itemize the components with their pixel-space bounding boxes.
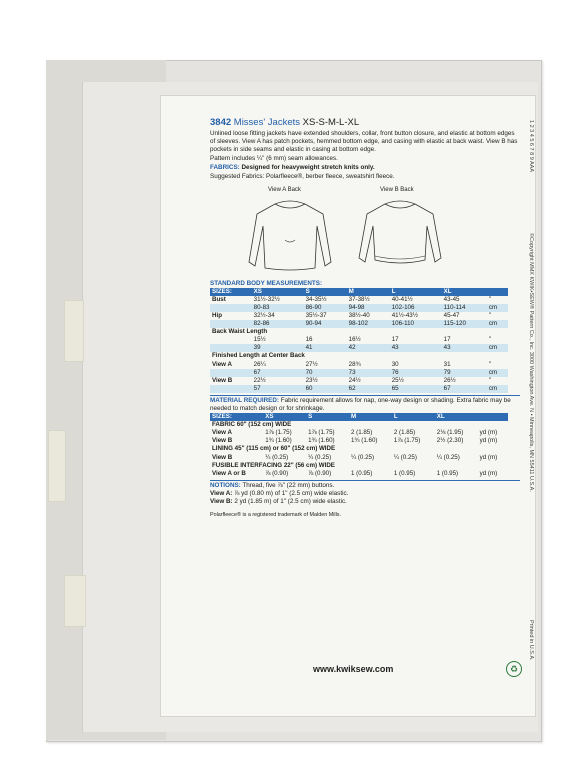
table-row: [210, 296, 508, 304]
table-cell: Bust: [212, 295, 226, 303]
table-cell: Finished Length at Center Back: [212, 352, 305, 360]
table-cell: 1 (0.95): [436, 469, 459, 477]
seam-note: Pattern includes ¼" (6 mm) seam allowances.: [210, 155, 338, 163]
table-cell: 31: [443, 360, 451, 368]
notions: [210, 480, 520, 490]
table-cell: [478, 413, 508, 421]
view-b-drawing: [355, 196, 445, 276]
table-cell: 17: [443, 336, 451, 344]
table-cell: 115-120: [442, 320, 487, 328]
table-cell: 73: [347, 369, 390, 377]
table-cell: ": [488, 295, 492, 303]
table-cell: FABRIC 60" (152 cm) WIDE: [212, 421, 292, 429]
table-cell: ¼ (0.25): [265, 453, 289, 461]
table-cell: ": [488, 360, 492, 368]
table-row: [210, 336, 508, 344]
notions-view-b: View B: 2 yd (1.85 m) of 1" (2.5 cm) wide elastic.: [210, 498, 347, 505]
table-cell: cm: [487, 304, 508, 312]
table-cell: cm: [487, 320, 508, 328]
table-cell: [210, 385, 252, 393]
table-cell: 76: [390, 369, 442, 377]
table-row: [210, 361, 508, 369]
table-cell: [210, 320, 252, 328]
notions-view-a: View A: ⅞ yd (0.80 m) of 1" (2.5 cm) wide elastic.: [210, 489, 349, 497]
table-cell: 65: [390, 385, 442, 393]
table-cell: [210, 369, 252, 377]
table-cell: XS: [252, 288, 304, 296]
table-cell: 70: [304, 369, 347, 377]
table-cell: 110-114: [442, 304, 487, 312]
table-cell: 62: [347, 385, 390, 393]
view-a-drawing: [245, 196, 335, 276]
table-cell: S: [306, 413, 349, 421]
table-cell: [210, 344, 252, 352]
table-cell: 37-38½: [348, 295, 370, 303]
table-cell: 41½-43½: [391, 311, 418, 319]
table-cell: ¼ (0.25): [393, 453, 417, 461]
table-cell: View A: [212, 360, 232, 368]
table-cell: yd (m): [479, 429, 498, 437]
table-cell: 32½-34: [253, 311, 275, 319]
table-cell: SIZES:: [210, 413, 263, 421]
material-table: [210, 413, 508, 478]
table-cell: ": [488, 336, 492, 344]
table-cell: 1¾ (1.60): [265, 437, 292, 445]
table-cell: 1 (0.95): [350, 469, 373, 477]
table-row: [210, 369, 508, 377]
table-row: [210, 344, 508, 352]
table-cell: 1 (0.95): [393, 469, 416, 477]
table-row: [210, 429, 508, 437]
table-cell: 23½: [305, 376, 318, 384]
table-cell: View B: [212, 376, 233, 384]
body-measurements-table: [210, 288, 508, 393]
view-b-label: View B Back: [380, 186, 414, 193]
table-cell: cm: [487, 344, 508, 352]
side-code: 1 2 3 4 5 6 7 8 9 AAA: [528, 120, 534, 172]
tape-piece: [64, 300, 84, 362]
pattern-name: Misses' Jackets: [233, 117, 300, 128]
table-cell: 1¾ (1.60): [350, 437, 378, 445]
table-cell: M: [347, 288, 390, 296]
table-cell: 1⅞ (1.75): [308, 429, 335, 437]
table-cell: 42: [347, 344, 390, 352]
material-required: [210, 395, 520, 413]
table-cell: LINING 45" (115 cm) or 60" (152 cm) WIDE: [212, 445, 336, 453]
table-cell: 35½-37: [305, 311, 327, 319]
pattern-title: [210, 117, 520, 129]
table-cell: 94-98: [347, 304, 390, 312]
table-cell: [210, 304, 252, 312]
section-title-row: [210, 421, 508, 429]
table-cell: XL: [442, 288, 487, 296]
table-cell: 79: [442, 369, 487, 377]
table-cell: yd (m): [479, 453, 498, 461]
table-cell: 39: [252, 344, 304, 352]
table-cell: ¼ (0.25): [436, 453, 460, 461]
table-cell: ": [488, 311, 492, 319]
table-cell: L: [390, 288, 442, 296]
table-row: [210, 377, 508, 385]
notions-text: Thread, five ⅞" (22 mm) buttons.: [242, 481, 335, 489]
body-measurements-title: STANDARD BODY MEASUREMENTS:: [210, 279, 323, 287]
table-row: [210, 454, 508, 462]
table-row: [210, 470, 508, 478]
table-row: [210, 385, 508, 393]
table-cell: M: [349, 413, 392, 421]
material-text: Fabric requirement allows for nap, one-way design or shading. Extra fabric may be needed to match design or for shrinkage.: [210, 396, 511, 412]
website-url: www.kwiksew.com: [313, 664, 394, 674]
table-cell: Hip: [212, 311, 222, 319]
view-illustrations: [210, 186, 520, 278]
table-cell: ⅞ (0.90): [265, 469, 289, 477]
table-cell: XL: [435, 413, 478, 421]
printed-in: Printed in U.S.A.: [528, 620, 534, 661]
table-cell: 1⅞ (1.75): [265, 429, 292, 437]
table-cell: cm: [487, 385, 508, 393]
table-cell: View B: [212, 437, 233, 445]
table-cell: L: [392, 413, 435, 421]
table-cell: 24½: [348, 376, 361, 384]
tape-piece: [48, 430, 66, 502]
table-cell: 67: [442, 385, 487, 393]
table-cell: FUSIBLE INTERFACING 22" (56 cm) WIDE: [212, 461, 335, 469]
recycle-icon: ♻: [506, 661, 522, 677]
table-cell: cm: [487, 369, 508, 377]
table-row: [210, 320, 508, 328]
pattern-content: [210, 117, 520, 519]
fabrics-label: FABRICS:: [210, 164, 240, 172]
table-cell: 1⅞ (1.75): [393, 437, 421, 445]
table-cell: S: [304, 288, 347, 296]
table-cell: yd (m): [479, 437, 498, 445]
description: Unlined loose fitting jackets have extended shoulders, collar, front button closure, and elastic at bottom edges of sleeves. View A has patch pockets, hemmed bottom edge, and casing with elastic at back waist. View B has pockets in side seams and elastic in casing at bottom edge.: [210, 130, 518, 154]
table-cell: ¼ (0.25): [308, 453, 332, 461]
table-row: [210, 304, 508, 312]
table-row: [210, 352, 508, 360]
table-cell: 2½ (2.30): [436, 437, 464, 445]
table-cell: 86-90: [304, 304, 347, 312]
table-cell: 16½: [348, 336, 361, 344]
table-cell: 80-83: [252, 304, 304, 312]
table-row: [210, 312, 508, 320]
table-cell: 60: [304, 385, 347, 393]
table-cell: 2 (1.85): [350, 429, 373, 437]
table-header-row: [210, 413, 508, 421]
table-cell: 17: [391, 336, 399, 344]
table-cell: View B: [212, 453, 233, 461]
table-cell: 40-41½: [391, 295, 413, 303]
table-cell: 43: [390, 344, 442, 352]
table-cell: 27½: [305, 360, 318, 368]
table-cell: 102-106: [390, 304, 442, 312]
table-cell: XS: [263, 413, 306, 421]
table-cell: 28¾: [348, 360, 361, 368]
trademark-note: Polarfleece® is a registered trademark of Malden Mills.: [210, 512, 342, 519]
view-a-label: View A Back: [268, 186, 301, 193]
table-cell: SIZES:: [210, 288, 252, 296]
table-cell: 57: [252, 385, 304, 393]
table-cell: 34-35½: [305, 295, 327, 303]
table-cell: 38½-40: [348, 311, 370, 319]
table-row: [210, 328, 508, 336]
table-cell: 43: [442, 344, 487, 352]
table-cell: 25½: [391, 376, 404, 384]
table-cell: 16: [305, 336, 313, 344]
material-label: MATERIAL REQUIRED:: [210, 396, 280, 404]
fabrics-text: Designed for heavyweight stretch knits only.: [241, 164, 375, 172]
table-cell: 43-45: [443, 295, 460, 303]
table-cell: [210, 336, 252, 344]
pattern-number: 3842: [210, 117, 232, 128]
table-cell: 45-47: [443, 311, 460, 319]
table-row: [210, 437, 508, 445]
table-cell: 22½: [253, 376, 266, 384]
table-cell: 2 (1.85): [393, 429, 416, 437]
table-cell: ⅞ (0.90): [308, 469, 332, 477]
table-cell: 106-110: [390, 320, 442, 328]
section-title-row: [210, 462, 508, 470]
table-cell: View A or B: [212, 469, 246, 477]
tape-piece: [64, 575, 86, 627]
table-cell: 41: [304, 344, 347, 352]
table-cell: 31½-32½: [253, 295, 280, 303]
notions-label: NOTIONS:: [210, 481, 241, 489]
table-cell: ": [488, 376, 492, 384]
table-cell: [487, 288, 508, 296]
table-cell: 98-102: [347, 320, 390, 328]
table-cell: 90-94: [304, 320, 347, 328]
side-copyright: ©Copyright MMX KWIK•SEW® Pattern Co., Inc. 3000 Washington Ave. N • Minneapolis, MN 55411 U.S.A.: [528, 233, 534, 492]
table-cell: yd (m): [479, 469, 498, 477]
table-cell: 15½: [253, 336, 266, 344]
table-cell: 1¾ (1.60): [308, 437, 335, 445]
table-cell: 26½: [443, 376, 456, 384]
table-cell: Back Waist Length: [212, 328, 268, 336]
table-cell: 26¼: [253, 360, 266, 368]
suggested-fabrics: Suggested Fabrics: Polarfleece®, berber fleece, sweatshirt fleece.: [210, 173, 395, 181]
section-title-row: [210, 445, 508, 453]
table-cell: 67: [252, 369, 304, 377]
pattern-sizes: XS-S-M-L-XL: [302, 117, 360, 128]
table-cell: 2⅛ (1.95): [436, 429, 464, 437]
table-cell: 82-86: [252, 320, 304, 328]
table-cell: 30: [391, 360, 399, 368]
table-cell: View A: [212, 429, 232, 437]
fabrics-line: [210, 164, 520, 172]
table-header-row: [210, 288, 508, 296]
table-cell: ¼ (0.25): [350, 453, 375, 461]
